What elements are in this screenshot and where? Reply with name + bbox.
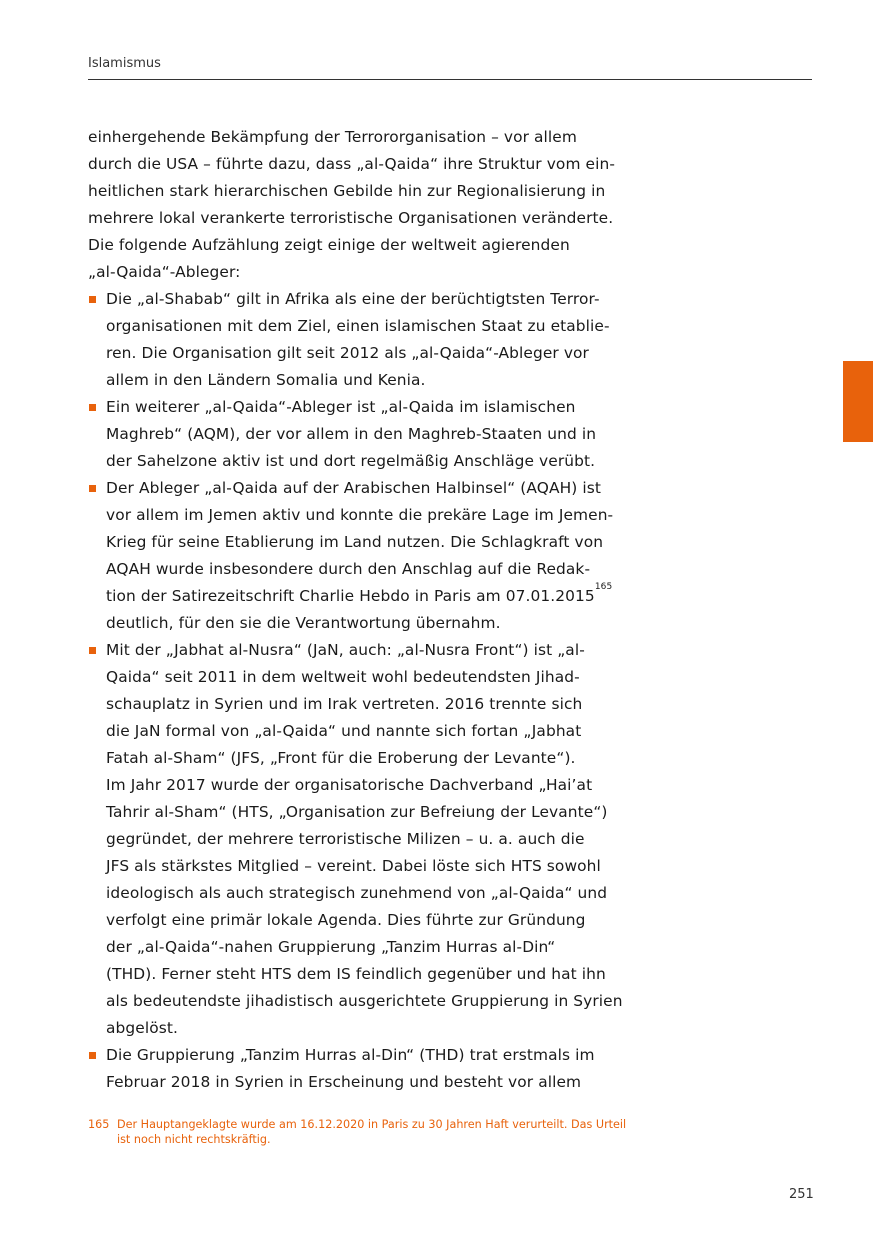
text-line: mehrere lokal verankerte terroristische Organisationen veränderte. — [88, 209, 614, 227]
page-number: 251 — [789, 1187, 814, 1202]
text-line: Die folgende Aufzählung zeigt einige der weltweit agierenden — [88, 236, 570, 254]
text-line: als bedeutendste jihadistisch ausgerichtete Gruppierung in Syrien — [106, 992, 623, 1010]
text-line: einhergehende Bekämpfung der Terrororganisation – vor allem — [88, 128, 577, 146]
text-line: Fatah al-Sham“ (JFS, „Front für die Eroberung der Levante“). — [106, 749, 576, 767]
chapter-side-tab — [843, 361, 873, 442]
body-text — [88, 124, 628, 1096]
text-line: gegründet, der mehrere terroristische Milizen – u. a. auch die — [106, 830, 585, 848]
list-item-al-shabab — [88, 286, 628, 394]
text-line: heitlichen stark hierarchischen Gebilde hin zur Regionalisierung in — [88, 182, 606, 200]
text-line: Qaida“ seit 2011 in dem weltweit wohl bedeutendsten Jihad- — [106, 668, 580, 686]
footnote-reference[interactable]: 165 — [594, 581, 613, 592]
text-line: Tahrir al-Sham“ (HTS, „Organisation zur Befreiung der Levante“) — [106, 803, 608, 821]
text-line: Im Jahr 2017 wurde der organisatorische Dachverband „Hai’at — [106, 776, 593, 794]
text-line: vor allem im Jemen aktiv und konnte die prekäre Lage im Jemen- — [106, 506, 614, 524]
list-item-jabhat-al-nusra — [88, 637, 628, 1042]
text-line: der Sahelzone aktiv ist und dort regelmäßig Anschläge verübt. — [106, 452, 596, 470]
text-segment: tion der Satirezeitschrift Charlie Hebdo in Paris am 07.01.2015 — [106, 587, 595, 605]
bullet-square-icon — [89, 404, 96, 411]
list-item-aqah — [88, 475, 628, 637]
text-line: Krieg für seine Etablierung im Land nutzen. Die Schlagkraft von — [106, 533, 604, 551]
text-line: durch die USA – führte dazu, dass „al-Qaida“ ihre Struktur vom ein- — [88, 155, 615, 173]
text-line: Februar 2018 in Syrien in Erscheinung und besteht vor allem — [106, 1073, 582, 1091]
footnote-text — [117, 1117, 648, 1147]
footnote — [88, 1117, 648, 1147]
text-line: ideologisch als auch strategisch zunehmend von „al-Qaida“ und — [106, 884, 608, 902]
text-line: Die Gruppierung „Tanzim Hurras al-Din“ (THD) trat erstmals im — [106, 1046, 595, 1064]
header-rule — [88, 79, 812, 80]
list-item-aqm — [88, 394, 628, 475]
text-line: Maghreb“ (AQM), der vor allem in den Maghreb-Staaten und in — [106, 425, 597, 443]
text-line: (THD). Ferner steht HTS dem IS feindlich gegenüber und hat ihn — [106, 965, 606, 983]
footnote-number: 165 — [88, 1118, 110, 1131]
text-line: schauplatz in Syrien und im Irak vertreten. 2016 trennte sich — [106, 695, 583, 713]
text-line: der „al-Qaida“-nahen Gruppierung „Tanzim Hurras al-Din“ — [106, 938, 556, 956]
text-line: organisationen mit dem Ziel, einen islamischen Staat zu etablie- — [106, 317, 610, 335]
running-header: Islamismus — [88, 56, 161, 71]
text-line: Ein weiterer „al-Qaida“-Ableger ist „al-Qaida im islamischen — [106, 398, 576, 416]
text-line: Die „al-Shabab“ gilt in Afrika als eine der berüchtigtsten Terror- — [106, 290, 600, 308]
bullet-list — [88, 286, 628, 1096]
text-line: JFS als stärkstes Mitglied – vereint. Dabei löste sich HTS sowohl — [106, 857, 601, 875]
text-line: verfolgt eine primär lokale Agenda. Dies führte zur Gründung — [106, 911, 586, 929]
intro-paragraph — [88, 124, 628, 286]
text-line: deutlich, für den sie die Verantwortung übernahm. — [106, 614, 501, 632]
text-line: AQAH wurde insbesondere durch den Anschlag auf die Redak- — [106, 560, 591, 578]
text-line-with-footnote — [106, 583, 628, 610]
text-line: allem in den Ländern Somalia und Kenia. — [106, 371, 426, 389]
bullet-square-icon — [89, 296, 96, 303]
text-line: Der Ableger „al-Qaida auf der Arabischen Halbinsel“ (AQAH) ist — [106, 479, 602, 497]
bullet-square-icon — [89, 485, 96, 492]
text-line: die JaN formal von „al-Qaida“ und nannte sich fortan „Jabhat — [106, 722, 582, 740]
list-item-tanzim-hurras-al-din — [88, 1042, 628, 1096]
footnote-line: Der Hauptangeklagte wurde am 16.12.2020 in Paris zu 30 Jahren Haft verurteilt. Das Urteil — [117, 1118, 627, 1131]
text-line: abgelöst. — [106, 1019, 178, 1037]
footnote-line: ist noch nicht rechtskräftig. — [117, 1133, 271, 1146]
bullet-square-icon — [89, 1052, 96, 1059]
bullet-square-icon — [89, 647, 96, 654]
text-line: ren. Die Organisation gilt seit 2012 als „al-Qaida“-Ableger vor — [106, 344, 589, 362]
text-line: Mit der „Jabhat al-Nusra“ (JaN, auch: „al-Nusra Front“) ist „al- — [106, 641, 585, 659]
text-line: „al-Qaida“-Ableger: — [88, 263, 241, 281]
